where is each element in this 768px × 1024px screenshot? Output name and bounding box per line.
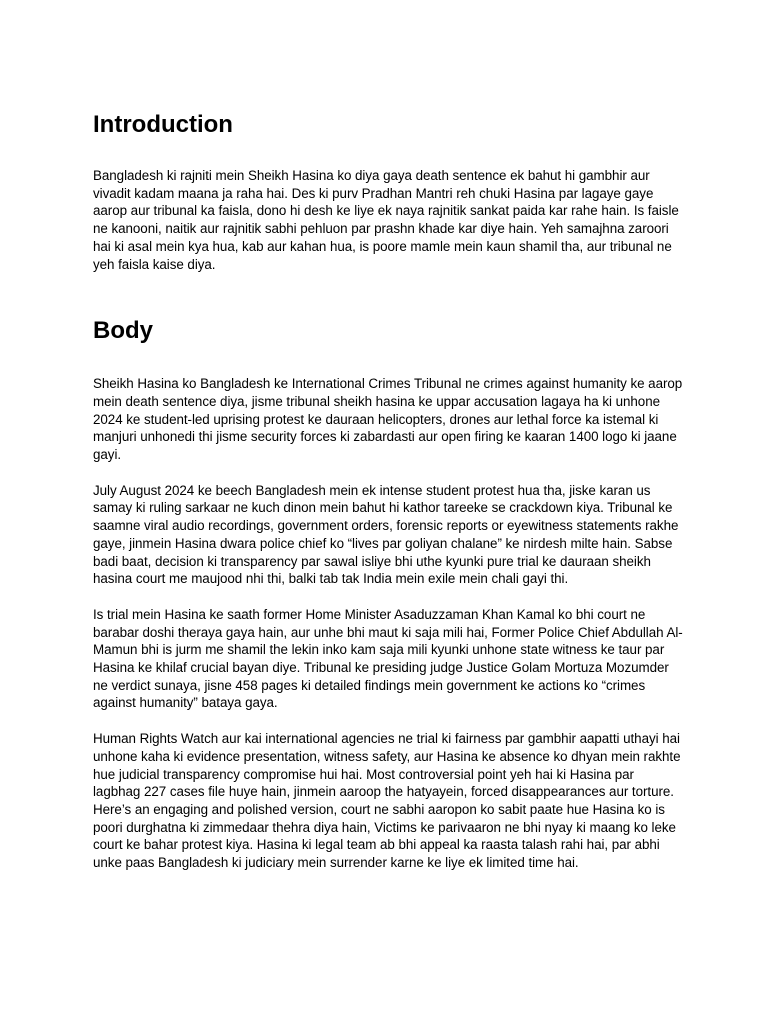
body-paragraph-1: Sheikh Hasina ko Bangladesh ke International Crimes Tribunal ne crimes against humanity ke aarop mein death sentence diya, jisme tribunal sheikh hasina ke uppar accusation lagaya ha ki unhone 2024 ke student-led uprising protest ke dauraan helicopters, drones aur lethal force ka istemal ki manjuri unhonedi thi jisme security forces ki zabardasti aur open firing ke kaaran 1400 logo ki jaane gayi. [93, 376, 683, 463]
body-paragraph-4: Human Rights Watch aur kai international agencies ne trial ki fairness par gambhir aapatti uthayi hai unhone kaha ki evidence presentation, witness safety, aur Hasina ke absence ko dhyan mein rakhte hue judicial transparency compromise hui hai. Most controversial point yeh hai ki Hasina par lagbhag 227 cases file huye hain, jinmein aaroop the hatyayein, forced disappearances aur torture. Here’s an engaging and polished version, court ne sabhi aaropon ko sabit paate hue Hasina ko is poori durghatna ki zimmedaar thehra diya hain, Victims ke parivaaron ne bhi nyay ki maang ko leke court ke bahar protest kiya. Hasina ki legal team ab bhi appeal ka raasta talash rahi hai, par abhi unke paas Bangladesh ki judiciary mein surrender karne ke liye ek limited time hai. [93, 731, 681, 871]
body-paragraph-3: Is trial mein Hasina ke saath former Home Minister Asaduzzaman Khan Kamal ko bhi court ne barabar doshi theraya gaya hain, aur unhe bhi maut ki saja mili hai, Former Police Chief Abdullah Al-Mamun bhi is jurm me shamil the lekin inko kam saja mili kyunki unhone state witness ke taur par Hasina ke khilaf crucial bayan diye. Tribunal ke presiding judge Justice Golam Mortuza Mozumder ne verdict sunaya, jisne 458 pages ki detailed findings mein government ke actions ko “crimes against humanity” bataya gaya. [93, 606, 683, 711]
body-heading: Body [93, 317, 153, 345]
introduction-heading: Introduction [93, 111, 233, 138]
body-paragraph-2: July August 2024 ke beech Bangladesh mein ek intense student protest hua tha, jiske karan us samay ki ruling sarkaar ne kuch dinon mein bahut hi kathor tareeke se crackdown kiya. Tribunal ke saamne viral audio recordings, government orders, forensic reports or eyewitness statements rakhe gaye, jinmein Hasina dwara police chief ko “lives par goliyan chalane” ke nirdesh milte hain. Sabse badi baat, decision ki transparency par sawal isliye bhi uthe kyunki pure trial ke dauraan sheikh hasina court me maujood nhi thi, balki tab tak India mein exile mein chali gayi thi. [93, 482, 679, 587]
introduction-paragraph: Bangladesh ki rajniti mein Sheikh Hasina ko diya gaya death sentence ek bahut hi gambhir aur vivadit kadam maana ja raha hai. Des ki purv Pradhan Mantri reh chuki Hasina par lagaye gaye aarop aur tribunal ka faisla, dono hi desh ke liye ek naya rajnitik sankat paida kar rahe hain. Is faisle ne kanooni, naitik aur rajnitik sabhi pehluon par prashn khade kar diye hain. Yeh samajhna zaroori hai ki asal mein kya hua, kab aur kahan hua, is poore mamle mein kaun shamil tha, aur tribunal ne yeh faisla kaise diya. [93, 168, 679, 272]
document-page [93, 110, 683, 890]
